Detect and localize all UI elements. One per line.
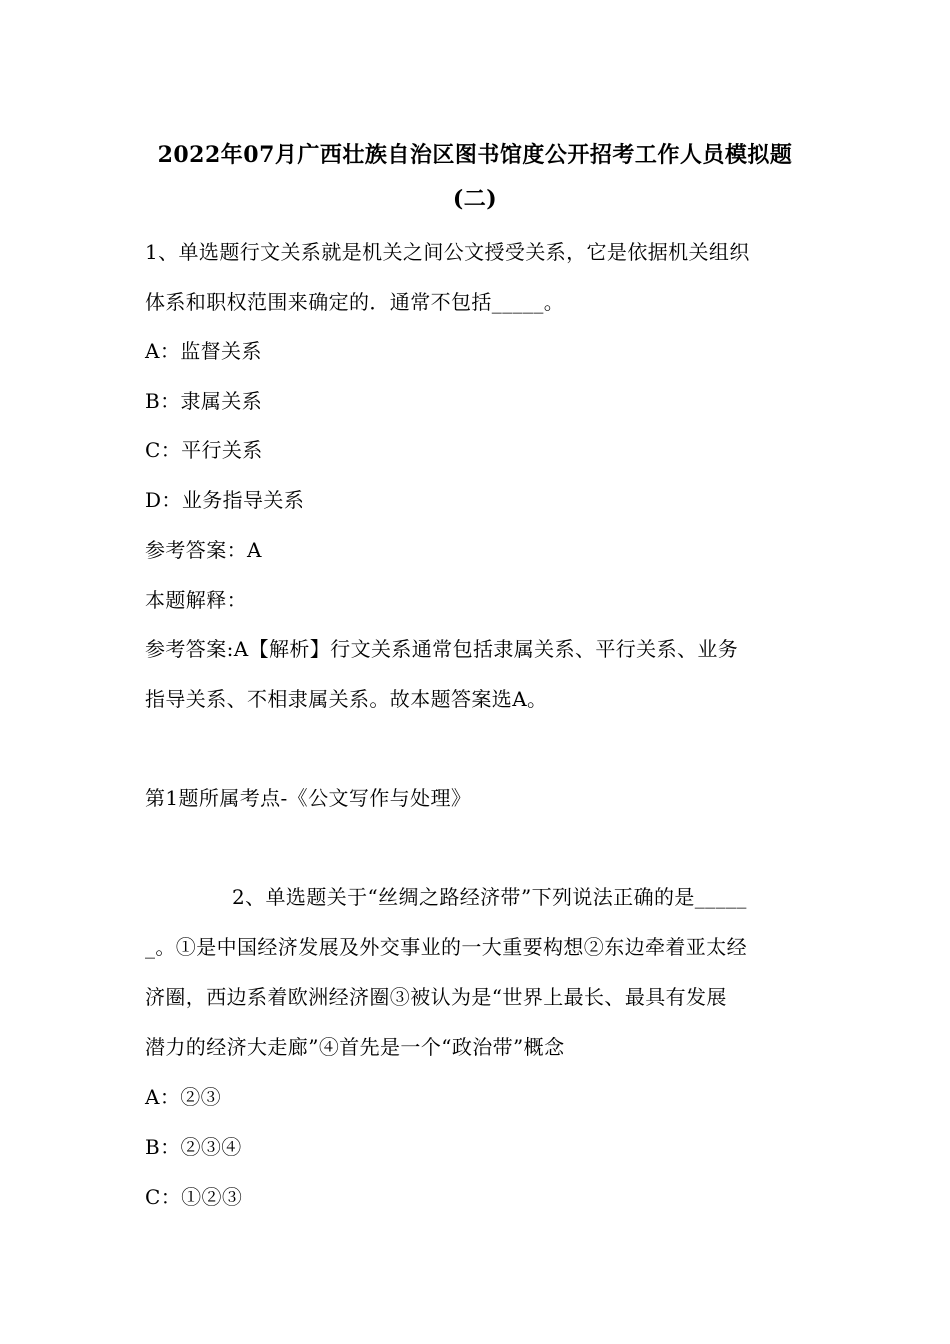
- q1-option-c: C：平行关系: [145, 438, 263, 462]
- q2-option-b: B：②③④: [145, 1135, 242, 1159]
- q1-stem-line2: 体系和职权范围来确定的．通常不包括_____。: [145, 290, 565, 314]
- q2-stem-line4: 潜力的经济大走廊”④首先是一个“政治带”概念: [145, 1035, 565, 1059]
- document-subtitle: (二): [452, 186, 498, 212]
- document-title: 2022年07月广西壮族自治区图书馆度公开招考工作人员模拟题: [157, 142, 793, 168]
- q1-option-b: B：隶属关系: [145, 389, 263, 413]
- q1-explanation-label: 本题解释：: [145, 588, 247, 612]
- q2-stem-line3: 济圈，西边系着欧洲经济圈③被认为是“世界上最长、最具有发展: [145, 985, 727, 1009]
- q1-answer: 参考答案：A: [145, 538, 262, 562]
- q2-option-c: C：①②③: [145, 1185, 243, 1209]
- q1-stem-line1: 1、单选题行文关系就是机关之间公文授受关系，它是依据机关组织: [145, 240, 750, 264]
- q1-option-d: D：业务指导关系: [145, 488, 305, 512]
- q1-option-a: A：监督关系: [145, 339, 262, 363]
- q2-stem-line1: 2、单选题关于“丝绸之路经济带”下列说法正确的是_____: [232, 885, 747, 909]
- q2-option-a: A：②③: [145, 1085, 222, 1109]
- q1-explanation-line1: 参考答案:A【解析】行文关系通常包括隶属关系、平行关系、业务: [145, 637, 739, 661]
- q1-topic: 第1题所属考点-《公文写作与处理》: [145, 786, 472, 810]
- q2-stem-line2: _。①是中国经济发展及外交事业的一大重要构想②东边牵着亚太经: [145, 935, 747, 959]
- q1-explanation-line2: 指导关系、不相隶属关系。故本题答案选A。: [145, 687, 548, 711]
